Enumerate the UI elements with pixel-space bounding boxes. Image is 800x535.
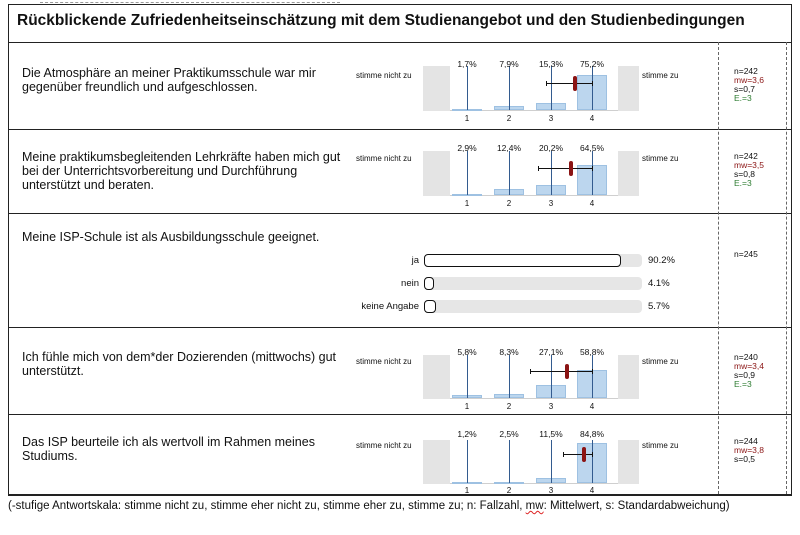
percent-label: 8,3% [499,347,519,357]
percent-label: 20,2% [538,143,564,153]
percent-label: 75,2% [579,59,605,69]
category-line [467,355,468,398]
scale-right-label: stimme zu [642,441,679,450]
scale-left-label: stimme nicht zu [356,154,412,163]
sd-range-cap [546,81,547,86]
stats-n: n=242 [734,66,758,76]
question-text: Meine praktikumsbegleitenden Lehrkräfte haben mich gut bei der Unterrichtsvorbereitung und Durchführung unterstützt und beraten. [22,150,341,192]
mean-marker [573,76,577,91]
category-line [509,440,510,483]
sd-range-cap [592,166,593,171]
mean-marker [565,364,569,379]
mean-marker [582,447,586,462]
category-line [592,440,593,483]
page-title: Rückblickende Zufriedenheitseinschätzung mit dem Studienangebot und den Studienbedingungen [17,12,745,29]
tick-label: 2 [506,199,512,208]
divider [8,414,792,415]
category-line [592,151,593,195]
sd-range-cap [592,369,593,374]
option-label: nein [401,278,419,289]
option-value: 5.7% [648,301,670,312]
scale-left-box [423,355,450,399]
tick-label: 1 [464,199,470,208]
option-bar-fill [424,277,434,290]
percent-label: 1,7% [457,59,477,69]
percent-label: 58,8% [579,347,605,357]
chart-baseline [450,398,618,399]
sd-range-line [563,454,592,455]
tick-label: 4 [589,199,595,208]
question-text: Ich fühle mich von dem*der Dozierenden (mittwochs) gut unterstützt. [22,350,337,378]
stats-mean: mw=3,4 [734,361,764,371]
sd-range-cap [538,166,539,171]
stats-sd: s=0,9 [734,370,756,380]
tick-label: 2 [506,114,512,123]
scale-left-label: stimme nicht zu [356,71,412,80]
stats-mean: mw=3,6 [734,75,764,85]
stats-n: n=244 [734,436,758,446]
stats-block [734,437,764,464]
category-line [551,66,552,110]
category-line [551,151,552,195]
category-line [509,355,510,398]
percent-label: 15,3% [538,59,564,69]
category-line [551,440,552,483]
tick-label: 3 [548,486,554,495]
divider [8,42,792,43]
footer-note [8,499,788,513]
percent-label: 1,2% [457,429,477,439]
sd-range-cap [592,452,593,457]
footer-text-part1: (-stufige Antwortskala: stimme nicht zu, stimme eher nicht zu, stimme eher zu, stimme zu; n: Fallzahl, [8,500,526,512]
question-text: Das ISP beurteile ich als wertvoll im Rahmen meines Studiums. [22,435,315,463]
percent-label: 2,5% [499,429,519,439]
divider [8,494,792,495]
stats-abstention: E.=3 [734,379,752,389]
stats-mean: mw=3,8 [734,445,764,455]
stats-sd: s=0,7 [734,84,756,94]
tick-label: 4 [589,114,595,123]
percent-label: 84,8% [579,429,605,439]
sd-range-line [530,371,593,372]
percent-label: 27,1% [538,347,564,357]
column-divider [786,42,788,494]
tick-label: 3 [548,199,554,208]
sd-range-cap [592,81,593,86]
option-label: keine Angabe [361,301,419,312]
option-bar-track [424,300,642,313]
option-value: 4.1% [648,278,670,289]
category-line [592,355,593,398]
divider [8,327,792,328]
tick-label: 3 [548,402,554,411]
stats-abstention: E.=3 [734,93,752,103]
footer-text-part2: : Mittelwert, s: Standardabweichung) [543,500,730,512]
scale-left-box [423,66,450,111]
scale-right-label: stimme zu [642,154,679,163]
tick-label: 1 [464,486,470,495]
percent-label: 12,4% [496,143,522,153]
option-value: 90.2% [648,255,675,266]
sd-range-line [546,83,592,84]
percent-label: 2,9% [457,143,477,153]
scale-left-label: stimme nicht zu [356,441,412,450]
stats-sd: s=0,5 [734,454,756,464]
tick-label: 2 [506,486,512,495]
percent-label: 5,8% [457,347,477,357]
sd-range-line [538,168,592,169]
option-bar-fill [424,300,436,313]
category-line [592,66,593,110]
footer-mw: mw [525,500,544,512]
stats-block [734,152,764,188]
category-line [551,355,552,398]
sd-range-cap [563,452,564,457]
mean-marker [569,161,573,176]
scale-right-label: stimme zu [642,71,679,80]
stats-block [734,67,764,103]
scale-right-label: stimme zu [642,357,679,366]
option-bar-track [424,277,642,290]
option-bar-fill [424,254,621,267]
divider [8,129,792,130]
stats-abstention: E.=3 [734,178,752,188]
category-line [509,66,510,110]
stats-mean: mw=3,5 [734,160,764,170]
cropped-top-text [40,0,340,3]
divider [8,213,792,214]
tick-label: 4 [589,486,595,495]
stats-block [734,353,764,389]
tick-label: 1 [464,402,470,411]
tick-label: 1 [464,114,470,123]
category-line [467,151,468,195]
question-text: Die Atmosphäre an meiner Praktikumsschule war mir gegenüber freundlich und aufgeschlossen. [22,66,316,94]
stats-n: n=245 [734,249,758,259]
percent-label: 64,5% [579,143,605,153]
stats-sd: s=0,8 [734,169,756,179]
question-text-isp-school: Meine ISP-Schule ist als Ausbildungsschule geeignet. [22,230,320,244]
stats-n: n=240 [734,352,758,362]
stats-n: n=242 [734,151,758,161]
category-line [509,151,510,195]
column-divider [718,42,720,494]
scale-left-box [423,151,450,196]
category-line [467,440,468,483]
tick-label: 2 [506,402,512,411]
option-label: ja [411,255,419,266]
tick-label: 4 [589,402,595,411]
percent-label: 11,5% [539,429,563,439]
tick-label: 3 [548,114,554,123]
sd-range-cap [530,369,531,374]
category-line [467,66,468,110]
percent-label: 7,9% [499,59,519,69]
scale-left-box [423,440,450,484]
scale-left-label: stimme nicht zu [356,357,412,366]
